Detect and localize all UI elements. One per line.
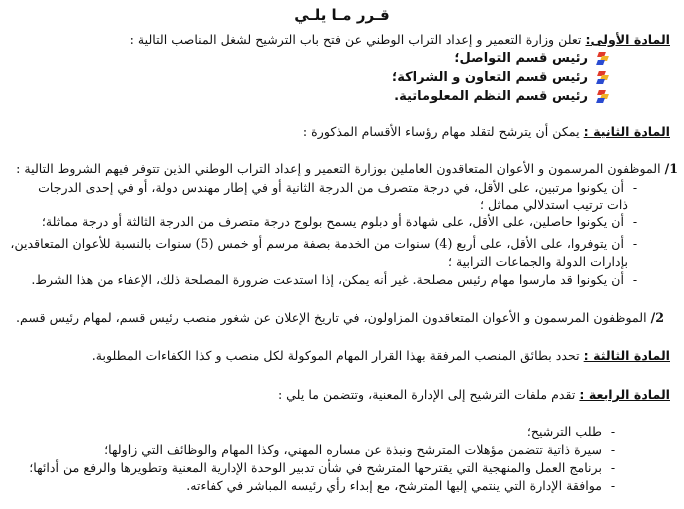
dossier-item bbox=[8, 478, 624, 494]
decree-title: قـرر مـا يلـي bbox=[294, 6, 390, 24]
group-2-number: 2/ bbox=[650, 310, 664, 325]
article-1-intro bbox=[8, 32, 670, 48]
dossier-item bbox=[8, 460, 624, 476]
group-1-text: الموظفون المرسمون و الأعوان المتعاقدون العاملين بوزارة التعمير و إعداد التراب الوطني الذين تتوفر فيهم الشروط التالية : bbox=[16, 161, 661, 176]
position-label: رئيس قسم التعاون و الشراكة؛ bbox=[392, 70, 588, 85]
dash-bullet: - bbox=[610, 424, 616, 439]
dossier-item bbox=[8, 442, 624, 458]
colored-bullet-icon bbox=[596, 52, 610, 66]
dash-bullet: - bbox=[632, 180, 638, 195]
article-3 bbox=[8, 348, 670, 364]
condition-item bbox=[8, 214, 646, 230]
article-3-label: المادة الثالثة : bbox=[583, 348, 670, 363]
condition-item bbox=[8, 236, 646, 252]
dash-bullet: - bbox=[632, 214, 638, 229]
condition-text: أن يكونوا مرتبين، على الأقل، في درجة متصرف من الدرجة الثانية أو في إطار مهندس دولة، أو في إحدى الدرجات bbox=[38, 180, 624, 195]
article-1-label: المادة الأولى: bbox=[585, 32, 670, 47]
article-2-label: المادة الثانية : bbox=[583, 124, 670, 139]
condition-text: ذات ترتيب استدلالي مماثل ؛ bbox=[480, 197, 628, 212]
article-2-group-1 bbox=[8, 161, 678, 177]
article-4-label: المادة الرابعة : bbox=[579, 387, 670, 402]
condition-text: أن يتوفروا، على الأقل، على أربع (4) سنوات من الخدمة بصفة مرسم أو خمس (5) سنوات بالنسبة للأعوان المتعاقدين، bbox=[10, 236, 624, 251]
group-2-text: الموظفون المرسمون و الأعوان المتعاقدون المزاولون، في تاريخ الإعلان عن شغور منصب رئيس قسم، لمهام رئيس قسم. bbox=[16, 310, 647, 325]
position-item bbox=[394, 89, 610, 105]
article-4-text: تقدم ملفات الترشيح إلى الإدارة المعنية، وتتضمن ما يلي : bbox=[277, 387, 576, 402]
condition-text: أن يكونوا قد مارسوا مهام رئيس مصلحة. غير أنه يمكن، إذا استدعت ضرورة المصلحة ذلك، الإعفاء من هذا الشرط. bbox=[31, 272, 624, 287]
dash-bullet: - bbox=[610, 442, 616, 457]
dossier-item bbox=[8, 424, 624, 440]
position-label: رئيس قسم النظم المعلوماتية. bbox=[394, 89, 588, 104]
article-2-intro bbox=[8, 124, 670, 140]
article-1-text: تعلن وزارة التعمير و إعداد التراب الوطني عن فتح باب الترشيح لشغل المناصب التالية : bbox=[129, 32, 582, 47]
dash-bullet: - bbox=[610, 478, 616, 493]
article-4-intro bbox=[8, 387, 670, 403]
dash-bullet: - bbox=[632, 236, 638, 251]
article-3-text: تحدد بطائق المنصب المرفقة بهذا القرار المهام الموكولة لكل منصب و كذا الكفاءات المطلوبة. bbox=[91, 348, 580, 363]
article-2-text: يمكن أن يترشح لتقلد مهام رؤساء الأقسام المذكورة : bbox=[302, 124, 580, 139]
dossier-text: موافقة الإدارة التي ينتمي إليها المترشح، مع إبداء رأي رئيسه المباشر في كفاءته. bbox=[186, 478, 602, 493]
position-item bbox=[392, 70, 610, 86]
position-label: رئيس قسم التواصل؛ bbox=[454, 51, 588, 66]
condition-text: بإدارات الدولة والجماعات الترابية ؛ bbox=[447, 254, 628, 269]
condition-continuation bbox=[8, 197, 628, 213]
dossier-text: برنامج العمل والمنهجية التي يقترحها المترشح في شأن تدبير الوحدة الإدارية المعنية وتطويرها والرفع من أدائها؛ bbox=[29, 460, 602, 475]
article-2-group-2 bbox=[8, 310, 664, 326]
colored-bullet-icon bbox=[596, 71, 610, 85]
dossier-text: سيرة ذاتية تتضمن مؤهلات المترشح ونبذة عن مساره المهني، وكذا المهام والوظائف التي زاولها؛ bbox=[104, 442, 602, 457]
condition-item bbox=[8, 272, 646, 288]
dash-bullet: - bbox=[610, 460, 616, 475]
dossier-text: طلب الترشيح؛ bbox=[526, 424, 602, 439]
condition-text: أن يكونوا حاصلين، على الأقل، على شهادة أو دبلوم يسمح بولوج درجة متصرف من الدرجة الثالثة أو درجة مماثلة؛ bbox=[41, 214, 624, 229]
colored-bullet-icon bbox=[596, 90, 610, 104]
dash-bullet: - bbox=[632, 272, 638, 287]
position-item bbox=[454, 51, 610, 67]
condition-continuation bbox=[8, 254, 628, 270]
group-1-number: 1/ bbox=[664, 161, 678, 176]
condition-item bbox=[8, 180, 646, 196]
